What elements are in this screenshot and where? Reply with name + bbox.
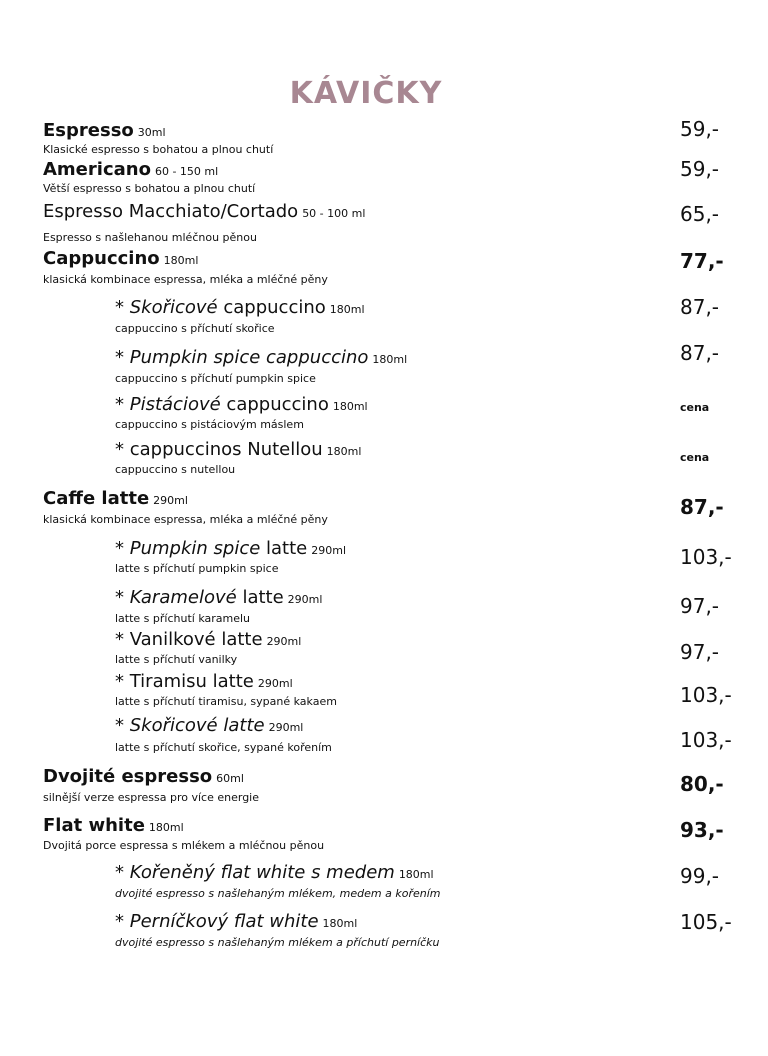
item-name: * Pumpkin spice cappuccino 180ml [115,347,408,368]
item-price: 87,- [680,341,720,365]
item-description: latte s příchutí skořice, sypané kořením [115,741,332,754]
item-name: Espresso 30ml [43,120,166,141]
item-description: Klasické espresso s bohatou a plnou chutí [43,143,274,156]
item-price: 59,- [680,117,720,141]
item-name: * Pumpkin spice latte 290ml [115,538,347,559]
item-price: cena [680,401,710,414]
item-price: 103,- [680,728,732,752]
item-description: latte s příchutí vanilky [115,653,238,666]
item-price: 103,- [680,545,732,569]
item-price: 87,- [680,495,724,519]
item-description: klasická kombinace espressa, mléka a mléčné pěny [43,513,328,526]
item-description: klasická kombinace espressa, mléka a mléčné pěny [43,273,328,286]
item-name: * Kořeněný flat white s medem 180ml [115,862,434,883]
item-price: cena [680,451,710,464]
item-name: * cappuccinos Nutellou 180ml [115,439,362,460]
item-description: Větší espresso s bohatou a plnou chutí [43,182,256,195]
item-name: Caffe latte 290ml [43,488,188,509]
item-name: * Skořicové cappuccino 180ml [115,297,365,318]
item-price: 65,- [680,202,720,226]
item-price: 103,- [680,683,732,707]
item-name: * Perníčkový flat white 180ml [115,911,358,932]
item-description: cappuccino s nutellou [115,463,236,476]
item-price: 87,- [680,295,720,319]
item-price: 80,- [680,772,724,796]
item-price: 97,- [680,594,720,618]
item-price: 77,- [680,249,724,273]
item-description: silnější verze espressa pro více energie [43,791,259,804]
item-description: cappuccino s příchutí pumpkin spice [115,372,316,385]
item-name: * Skořicové latte 290ml [115,715,304,736]
item-description: Espresso s našlehanou mléčnou pěnou [43,231,257,244]
item-description: cappuccino s pistáciovým máslem [115,418,304,431]
item-price: 99,- [680,864,720,888]
item-price: 59,- [680,157,720,181]
item-description: latte s příchutí pumpkin spice [115,562,279,575]
item-name: Flat white 180ml [43,815,184,836]
item-name: Americano 60 - 150 ml [43,159,219,180]
item-price: 105,- [680,910,732,934]
item-description: dvojité espresso s našlehaným mlékem, medem a kořením [115,887,441,900]
item-description: Dvojitá porce espressa s mlékem a mléčnou pěnou [43,839,325,852]
item-description: dvojité espresso s našlehaným mlékem a příchutí perníčku [115,936,440,949]
item-description: cappuccino s příchutí skořice [115,322,275,335]
item-name: * Tiramisu latte 290ml [115,671,293,692]
item-description: latte s příchutí tiramisu, sypané kakaem [115,695,337,708]
item-description: latte s příchutí karamelu [115,612,251,625]
menu-title: KÁVIČKY [289,76,443,111]
item-name: Dvojité espresso 60ml [43,766,244,787]
item-name: Espresso Macchiato/Cortado 50 - 100 ml [43,201,366,222]
item-price: 97,- [680,640,720,664]
item-name: * Karamelové latte 290ml [115,587,323,608]
item-name: * Pistáciové cappuccino 180ml [115,394,368,415]
item-name: Cappuccino 180ml [43,248,199,269]
item-price: 93,- [680,818,724,842]
item-name: * Vanilkové latte 290ml [115,629,302,650]
